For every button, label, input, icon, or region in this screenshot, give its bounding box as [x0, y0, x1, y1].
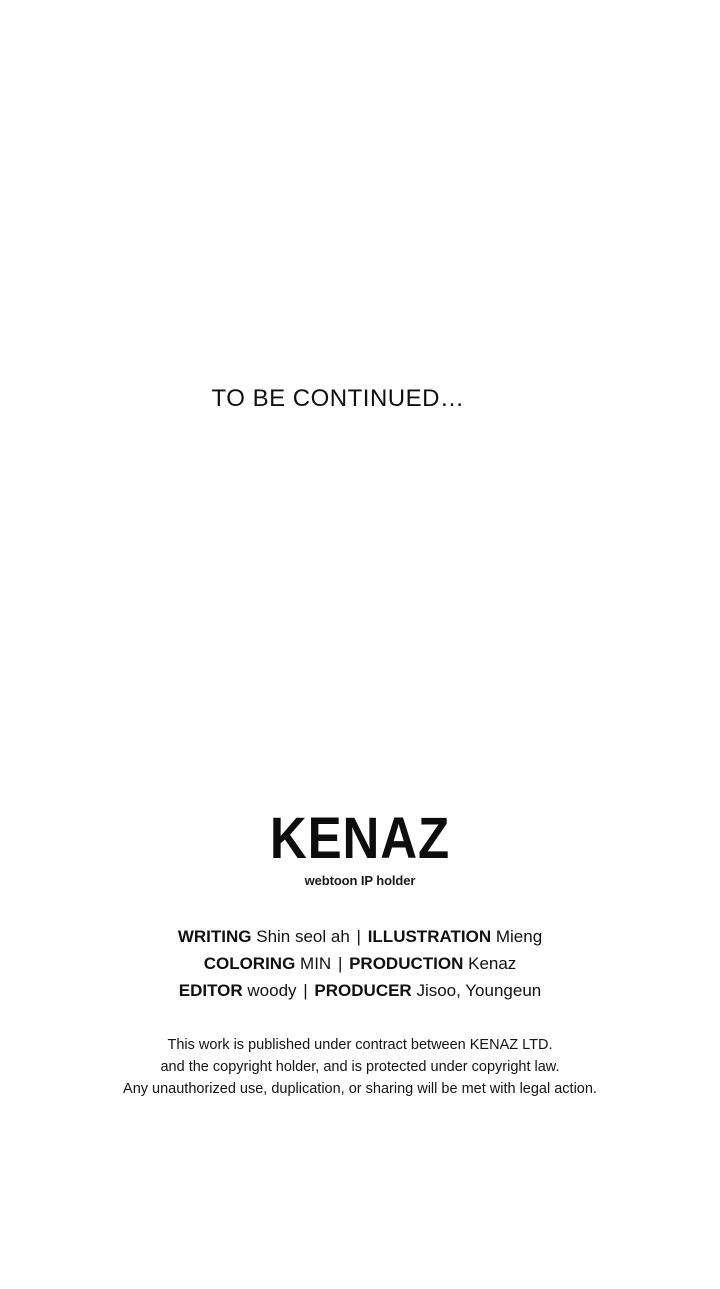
staff-role: PRODUCTION — [349, 954, 464, 973]
credits-block — [0, 806, 720, 1100]
staff-separator: | — [356, 927, 361, 946]
staff-role: PRODUCER — [314, 981, 412, 1000]
copyright-notice-line: Any unauthorized use, duplication, or sharing will be met with legal action. — [123, 1081, 597, 1097]
staff-separator: | — [303, 981, 308, 1000]
staff-name: Jisoo, Youngeun — [416, 981, 542, 1000]
staff-credits — [0, 923, 720, 1004]
staff-credit-line — [0, 977, 720, 1004]
staff-credit-line — [0, 923, 720, 950]
kenaz-logo: KENAZ — [269, 806, 451, 871]
staff-role: EDITOR — [178, 981, 243, 1000]
staff-credit-line — [0, 950, 720, 977]
copyright-notice-line: and the copyright holder, and is protected under copyright law. — [160, 1059, 560, 1075]
staff-name: woody — [247, 981, 297, 1000]
kenaz-logo-tagline: webtoon IP holder — [304, 873, 416, 888]
staff-name: Kenaz — [468, 954, 517, 973]
to-be-continued-text: TO BE CONTINUED… — [211, 385, 465, 412]
copyright-notice-line: This work is published under contract between KENAZ LTD. — [167, 1037, 553, 1053]
copyright-notice — [0, 1034, 720, 1100]
staff-separator: | — [337, 954, 343, 973]
staff-name: Mieng — [495, 927, 543, 946]
staff-role: ILLUSTRATION — [367, 927, 492, 946]
staff-role: WRITING — [177, 927, 252, 946]
staff-role: COLORING — [203, 954, 296, 973]
staff-name: Shin seol ah — [256, 927, 350, 946]
staff-name: MIN — [300, 954, 332, 973]
